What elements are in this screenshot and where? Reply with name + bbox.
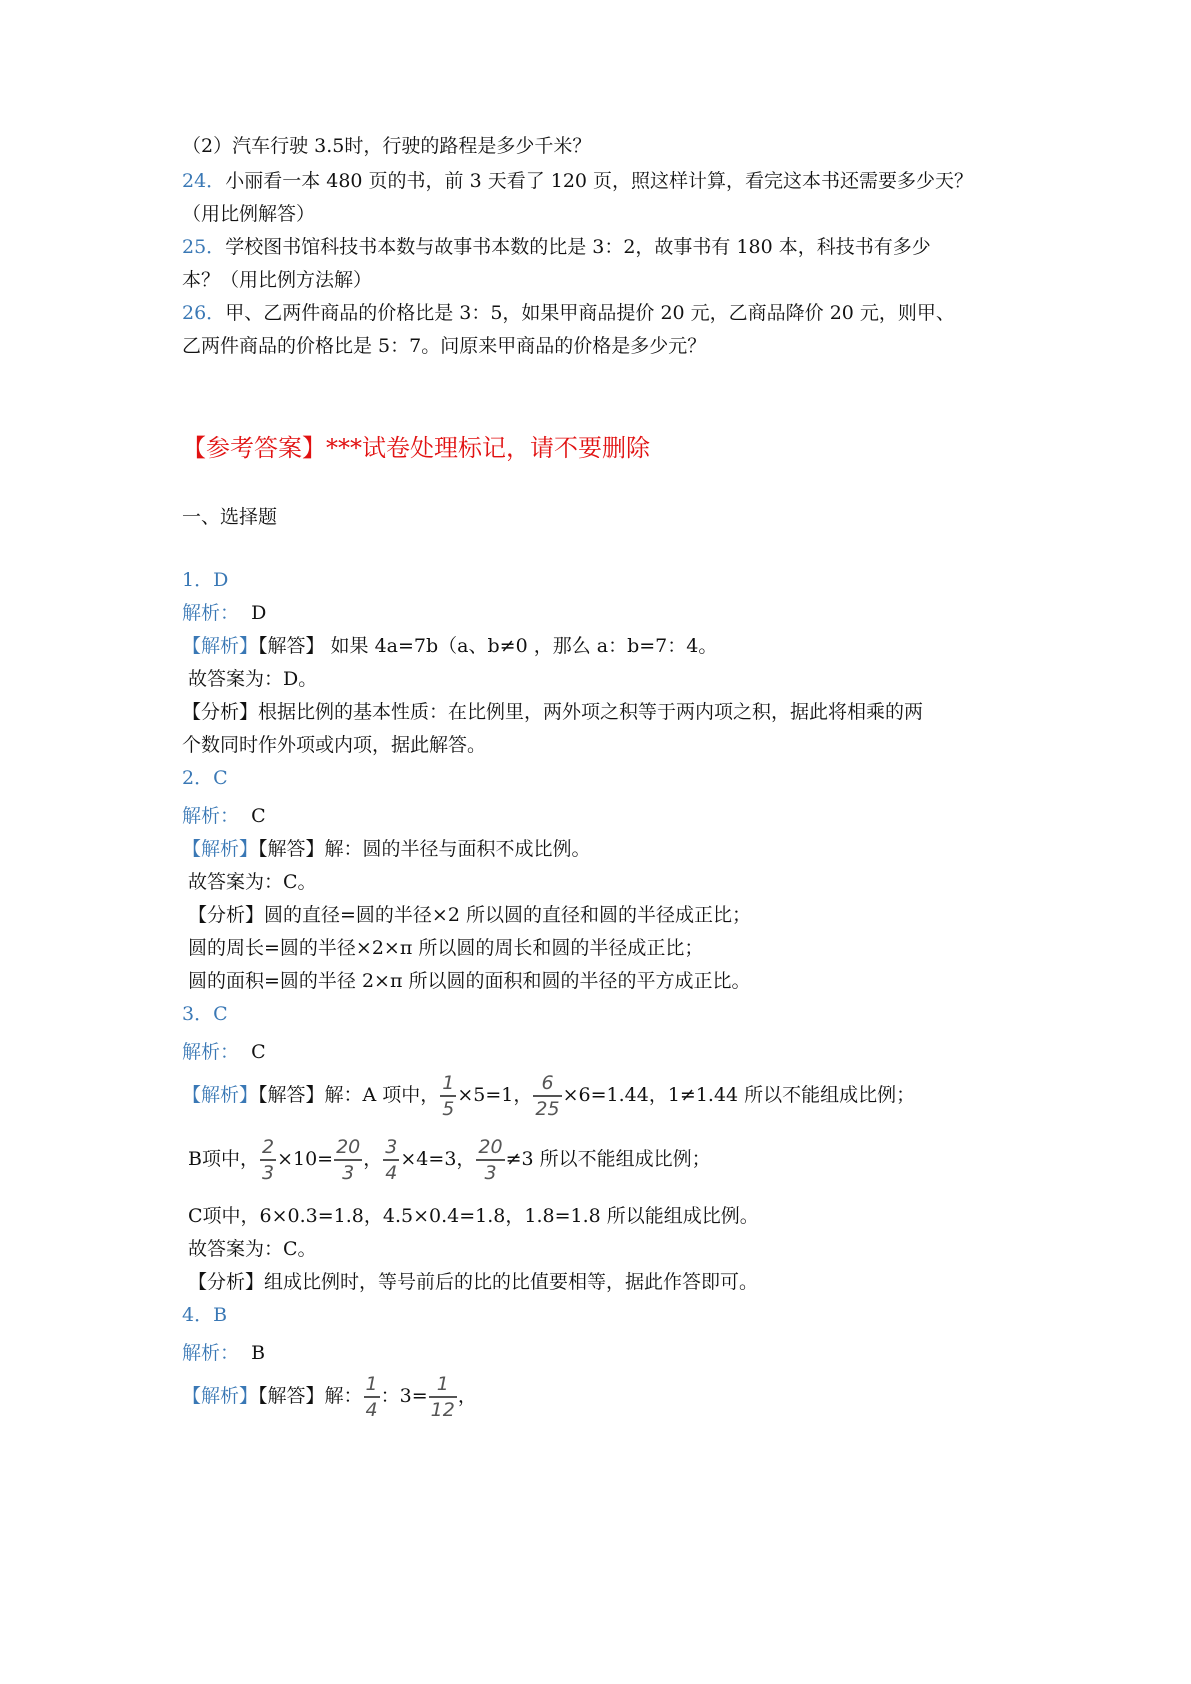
expression-text: B项中，	[188, 1148, 259, 1170]
answer-3-option-c: C项中，6×0.3=1.8，4.5×0.4=1.8，1.8=1.8 所以能组成比例。	[188, 1205, 759, 1227]
answer-2-number: 2．C	[182, 767, 228, 789]
answer-3-reasoning: 【分析】组成比例时，等号前后的比的比值要相等，据此作答即可。	[188, 1271, 759, 1293]
fraction: $\frac{1}{12}$	[430, 1373, 455, 1421]
expression-text: ：3=	[380, 1385, 428, 1407]
analysis-value: B	[251, 1342, 266, 1364]
analysis-value: C	[251, 805, 266, 827]
fraction: $\frac{6}{25}$	[535, 1072, 560, 1120]
explanation-text: 【解答】解：A 项中，	[258, 1084, 440, 1106]
expression-text: ，	[363, 1148, 383, 1170]
question-26-continued: 乙两件商品的价格比是 5：7。问原来甲商品的价格是多少元？	[182, 335, 707, 357]
expression-text: ×5=1，	[457, 1084, 533, 1106]
answer-1-conclusion: 故答案为：D。	[188, 668, 318, 690]
section-heading: 一、选择题	[182, 506, 278, 528]
answer-3-number: 3．C	[182, 1003, 228, 1025]
answer-3-explanation	[182, 1073, 915, 1119]
question-text: 甲、乙两件商品的价格比是 3：5，如果甲商品提价 20 元，乙商品降价 20 元，则甲、	[225, 302, 955, 324]
fraction: $\frac{20}{3}$	[336, 1136, 361, 1184]
answer-key-header: 【参考答案】***试卷处理标记，请不要删除	[182, 434, 650, 462]
analysis-label: 解析：	[182, 1342, 240, 1364]
analysis-tag: 【解析】	[182, 635, 259, 657]
question-text: 学校图书馆科技书本数与故事书本数的比是 3：2，故事书有 180 本，科技书有多少	[225, 236, 931, 258]
answer-1-reasoning: 【分析】根据比例的基本性质：在比例里，两外项之积等于两内项之积，据此将相乘的两	[182, 701, 924, 723]
fraction: $\frac{20}{3}$	[478, 1136, 503, 1184]
question-24	[182, 168, 973, 194]
question-number: 25．	[182, 236, 226, 258]
answer-2-conclusion: 故答案为：C。	[188, 871, 317, 893]
question-number: 26．	[182, 302, 226, 324]
analysis-label: 解析：	[182, 805, 240, 827]
expression-text: ，	[457, 1385, 477, 1407]
analysis-tag: 【解析】	[182, 1084, 259, 1106]
question-26	[182, 300, 955, 326]
answer-1-explanation	[182, 633, 717, 659]
analysis-label: 解析：	[182, 602, 240, 624]
answer-2-reasoning-circumference: 圆的周长=圆的半径×2×π 所以圆的周长和圆的半径成正比；	[188, 937, 704, 959]
answer-3-analysis	[182, 1039, 266, 1065]
question-25-continued: 本？（用比例方法解）	[182, 269, 373, 291]
fraction: $\frac{1}{4}$	[365, 1373, 378, 1421]
fraction: $\frac{2}{3}$	[261, 1136, 275, 1184]
expression-text: ×10=	[277, 1148, 334, 1170]
expression-text: ≠3 所以不能组成比例；	[505, 1148, 711, 1170]
expression-text: ×6=1.44，1≠1.44 所以不能组成比例；	[562, 1084, 916, 1106]
question-24-continued: （用比例解答）	[182, 203, 316, 225]
explanation-text: 【解答】 如果 4a=7b（a、b≠0 ，那么 a：b=7：4。	[258, 635, 718, 657]
explanation-text: 【解答】解：圆的半径与面积不成比例。	[258, 838, 591, 860]
analysis-value: D	[251, 602, 267, 624]
answer-2-analysis	[182, 803, 266, 829]
analysis-tag: 【解析】	[182, 838, 259, 860]
analysis-tag: 【解析】	[182, 1385, 259, 1407]
question-number: 24．	[182, 170, 226, 192]
question-25	[182, 234, 931, 260]
answer-2-explanation	[182, 836, 591, 862]
answer-1-reasoning-continued: 个数同时作外项或内项，据此解答。	[182, 734, 487, 756]
fraction: $\frac{3}{4}$	[385, 1136, 398, 1184]
answer-3-option-b	[188, 1137, 711, 1183]
answer-2-reasoning: 【分析】圆的直径=圆的半径×2 所以圆的直径和圆的半径成正比；	[188, 904, 751, 926]
answer-4-explanation	[182, 1374, 477, 1420]
explanation-text: 【解答】解：	[258, 1385, 363, 1407]
answer-2-reasoning-area: 圆的面积=圆的半径 2×π 所以圆的面积和圆的半径的平方成正比。	[188, 970, 751, 992]
answer-1-number: 1．D	[182, 569, 229, 591]
analysis-value: C	[251, 1041, 266, 1063]
answer-4-number: 4．B	[182, 1304, 228, 1326]
question-23-part-2: （2）汽车行驶 3.5时，行驶的路程是多少千米？	[182, 135, 592, 157]
fraction: $\frac{1}{5}$	[442, 1072, 455, 1120]
expression-text: ×4=3，	[400, 1148, 476, 1170]
question-text: 小丽看一本 480 页的书，前 3 天看了 120 页，照这样计算，看完这本书还需要多少天？	[225, 170, 974, 192]
answer-1-analysis	[182, 600, 266, 626]
answer-3-conclusion: 故答案为：C。	[188, 1238, 317, 1260]
analysis-label: 解析：	[182, 1041, 240, 1063]
answer-4-analysis	[182, 1340, 265, 1366]
